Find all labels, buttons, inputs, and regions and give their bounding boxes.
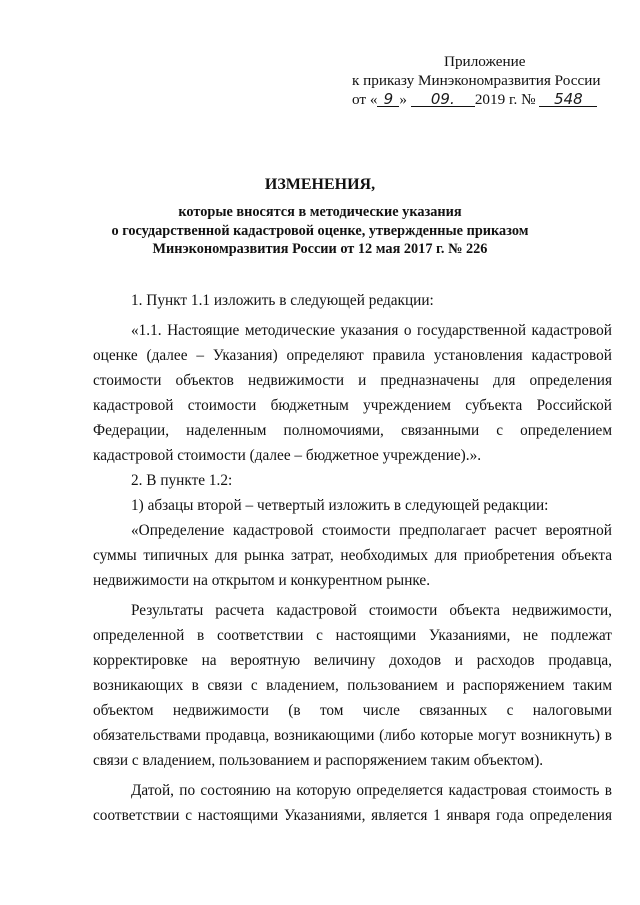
date-prefix: от «	[352, 91, 378, 108]
date-mid: »	[399, 91, 408, 108]
handwritten-month: 09.	[411, 90, 475, 107]
handwritten-order-number: 548	[539, 90, 597, 107]
appendix-order-reference: к приказу Минэкономразвития России	[352, 72, 601, 89]
paragraph-quote-definition: «Определение кадастровой стоимости предполагает расчет вероятной суммы типичных для рынка затрат, необходимых для приобретения объекта недвижимости на открытом и конкурентном рынке.	[93, 522, 612, 589]
paragraph-item-1: 1. Пункт 1.1 изложить в следующей редакции:	[131, 292, 434, 309]
appendix-block	[352, 52, 622, 110]
appendix-date-line	[352, 90, 622, 110]
appendix-title: Приложение	[444, 53, 526, 70]
document-body	[93, 288, 612, 828]
paragraph-item-2: 2. В пункте 1.2:	[131, 472, 233, 489]
subtitle-line: Минэкономразвития России от 12 мая 2017 г. № 226	[152, 241, 488, 258]
subtitle-line: о государственной кадастровой оценке, утвержденные приказом	[111, 222, 529, 239]
paragraph-results: Результаты расчета кадастровой стоимости объекта недвижимости, определенной в соответствии с настоящими Указаниями, не подлежат корректировке на вероятную величину доходов и расходов продавца, возникающих в связи с владением, пользованием и распоряжением таким объектом недвижимости (в том числе связанных с налоговыми обязательствами продавца, возникающими (либо которые могут возникнуть) в связи с владением, пользованием и распоряжением таким объектом).	[93, 602, 612, 769]
handwritten-day: 9	[377, 90, 399, 107]
document-title: ИЗМЕНЕНИЯ,	[264, 176, 376, 193]
paragraph-date: Датой, по состоянию на которую определяется кадастровая стоимость в соответствии с настоящими Указаниями, является 1 января года определения	[93, 782, 612, 824]
paragraph-quote-1-1: «1.1. Настоящие методические указания о государственной кадастровой оценке (далее – Указания) определяют правила установления кадастровой стоимости объектов недвижимости и предназначены для определения кадастровой стоимости бюджетным учреждением субъекта Российской Федерации, наделенным полномочиями, связанными с определением кадастровой стоимости (далее – бюджетное учреждение).».	[93, 322, 612, 464]
subtitle-line: которые вносятся в методические указания	[178, 204, 462, 220]
document-subtitle	[70, 203, 570, 259]
date-year: 2019 г. №	[474, 91, 536, 108]
paragraph-subitem-1: 1) абзацы второй – четвертый изложить в следующей редакции:	[131, 497, 549, 514]
